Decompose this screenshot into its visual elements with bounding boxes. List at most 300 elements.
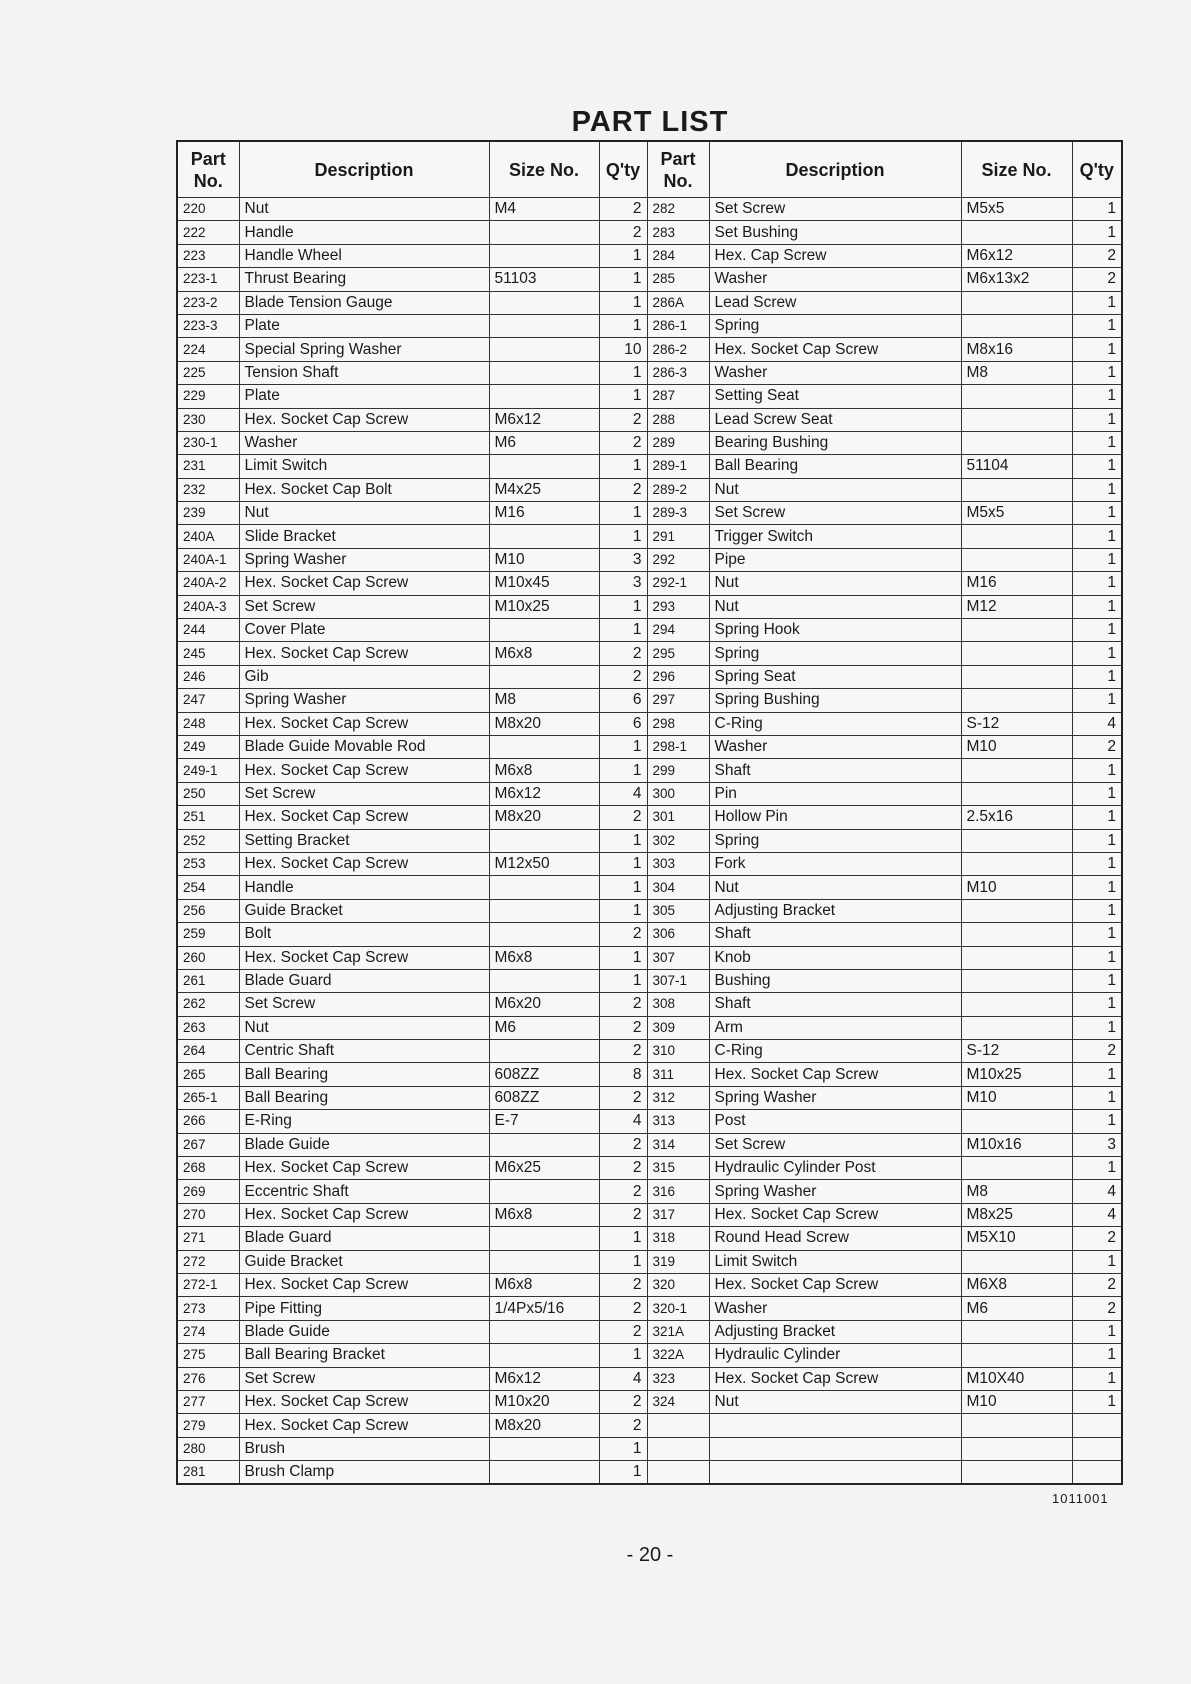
cell-size-number: M6 [489,431,599,454]
cell-quantity: 3 [599,572,647,595]
cell-description: Set Bushing [709,221,961,244]
cell-quantity: 1 [599,1250,647,1273]
cell-quantity: 2 [599,1320,647,1343]
cell-quantity: 1 [1072,876,1122,899]
cell-description: Hex. Socket Cap Screw [709,338,961,361]
cell-part-number: 262 [177,993,239,1016]
table-row [177,782,1122,805]
cell-part-number: 247 [177,689,239,712]
cell-size-number: 2.5x16 [961,806,1072,829]
cell-size-number: M8x20 [489,1414,599,1437]
cell-description: Bearing Bushing [709,431,961,454]
cell-size-number [489,314,599,337]
cell-part-number: 261 [177,969,239,992]
cell-description: Cover Plate [239,619,489,642]
table-row [177,1086,1122,1109]
cell-quantity: 2 [599,1133,647,1156]
cell-description: Thrust Bearing [239,268,489,291]
cell-part-number: 291 [647,525,709,548]
cell-description: Trigger Switch [709,525,961,548]
cell-size-number: M10x25 [961,1063,1072,1086]
cell-size-number [961,993,1072,1016]
table-row [177,455,1122,478]
cell-size-number: M6x13x2 [961,268,1072,291]
cell-quantity: 2 [599,1273,647,1296]
cell-description: Gib [239,665,489,688]
cell-part-number: 273 [177,1297,239,1320]
cell-size-number: M12 [961,595,1072,618]
cell-size-number [961,852,1072,875]
cell-size-number [961,969,1072,992]
cell-description: Ball Bearing [239,1086,489,1109]
cell-part-number: 270 [177,1203,239,1226]
cell-description: Handle Wheel [239,244,489,267]
cell-part-number: 272 [177,1250,239,1273]
cell-description: Ball Bearing [709,455,961,478]
cell-size-number [961,642,1072,665]
cell-description [709,1414,961,1437]
cell-description: Nut [709,595,961,618]
cell-size-number [961,408,1072,431]
cell-size-number: M5X10 [961,1227,1072,1250]
cell-quantity: 2 [599,408,647,431]
cell-size-number [961,1414,1072,1437]
cell-quantity: 1 [599,946,647,969]
cell-part-number: 285 [647,268,709,291]
cell-size-number: M6 [961,1297,1072,1320]
cell-description: Special Spring Washer [239,338,489,361]
cell-size-number [961,1110,1072,1133]
cell-size-number [961,1344,1072,1367]
cell-description: Lead Screw [709,291,961,314]
cell-quantity: 1 [1072,1344,1122,1367]
cell-description: Guide Bracket [239,899,489,922]
cell-quantity: 1 [599,1461,647,1485]
table-row [177,1227,1122,1250]
cell-part-number: 296 [647,665,709,688]
cell-part-number: 230-1 [177,431,239,454]
cell-size-number: M6x12 [961,244,1072,267]
cell-description: Blade Guard [239,1227,489,1250]
cell-part-number: 312 [647,1086,709,1109]
table-row [177,1320,1122,1343]
cell-size-number [961,899,1072,922]
cell-description: Washer [709,268,961,291]
cell-part-number: 307 [647,946,709,969]
cell-part-number: 289-3 [647,502,709,525]
cell-size-number: 608ZZ [489,1063,599,1086]
cell-description: Hydraulic Cylinder Post [709,1157,961,1180]
cell-part-number: 320-1 [647,1297,709,1320]
cell-part-number: 240A-2 [177,572,239,595]
cell-description: Hex. Socket Cap Screw [239,408,489,431]
cell-size-number [489,1250,599,1273]
cell-size-number: 1/4Px5/16 [489,1297,599,1320]
cell-description: Hex. Socket Cap Screw [239,806,489,829]
cell-size-number: M8 [961,1180,1072,1203]
cell-quantity: 2 [599,1180,647,1203]
cell-part-number: 316 [647,1180,709,1203]
cell-part-number: 223-1 [177,268,239,291]
cell-quantity: 2 [599,923,647,946]
cell-description: Set Screw [239,993,489,1016]
cell-part-number: 283 [647,221,709,244]
cell-quantity: 8 [599,1063,647,1086]
cell-size-number: M10X40 [961,1367,1072,1390]
cell-part-number: 289-1 [647,455,709,478]
cell-part-number: 272-1 [177,1273,239,1296]
cell-part-number: 298 [647,712,709,735]
cell-part-number: 307-1 [647,969,709,992]
cell-quantity: 2 [1072,1040,1122,1063]
cell-description: Hex. Socket Cap Screw [239,642,489,665]
header-part-no: Part No. [177,141,239,198]
cell-size-number: M10x20 [489,1390,599,1413]
cell-quantity: 1 [1072,1110,1122,1133]
cell-size-number: M6x12 [489,408,599,431]
table-row [177,712,1122,735]
cell-part-number: 276 [177,1367,239,1390]
cell-description: Adjusting Bracket [709,899,961,922]
cell-part-number: 277 [177,1390,239,1413]
table-row [177,642,1122,665]
cell-quantity: 1 [1072,431,1122,454]
cell-description: Ball Bearing Bracket [239,1344,489,1367]
cell-size-number: M8 [961,361,1072,384]
cell-size-number [489,385,599,408]
table-row [177,876,1122,899]
table-row [177,1133,1122,1156]
table-row [177,1250,1122,1273]
cell-description: Spring Washer [239,548,489,571]
cell-description: Hex. Socket Cap Screw [239,946,489,969]
header-description: Description [709,141,961,198]
cell-description: Hex. Socket Cap Screw [239,712,489,735]
cell-size-number [961,385,1072,408]
cell-part-number: 293 [647,595,709,618]
cell-description: Setting Seat [709,385,961,408]
cell-part-number: 267 [177,1133,239,1156]
cell-part-number: 301 [647,806,709,829]
cell-quantity: 2 [1072,1273,1122,1296]
cell-description: Shaft [709,993,961,1016]
cell-part-number: 220 [177,198,239,221]
cell-size-number: M8x16 [961,338,1072,361]
cell-quantity: 1 [1072,852,1122,875]
cell-size-number [961,923,1072,946]
table-row [177,806,1122,829]
cell-part-number: 308 [647,993,709,1016]
cell-description: Brush Clamp [239,1461,489,1485]
cell-description: C-Ring [709,1040,961,1063]
cell-part-number: 256 [177,899,239,922]
cell-description: Handle [239,876,489,899]
cell-size-number: M4x25 [489,478,599,501]
cell-part-number: 239 [177,502,239,525]
cell-size-number [489,1461,599,1485]
cell-size-number [961,1250,1072,1273]
cell-description: Washer [709,361,961,384]
cell-description: E-Ring [239,1110,489,1133]
cell-quantity: 1 [599,502,647,525]
cell-size-number [489,338,599,361]
cell-size-number [489,665,599,688]
table-row [177,829,1122,852]
cell-size-number: M6x8 [489,642,599,665]
cell-size-number [489,361,599,384]
table-row [177,478,1122,501]
table-row [177,1414,1122,1437]
cell-size-number: M10 [961,735,1072,758]
cell-description: Hex. Socket Cap Bolt [239,478,489,501]
cell-description: Hex. Socket Cap Screw [239,1157,489,1180]
cell-quantity: 1 [599,619,647,642]
cell-quantity: 2 [599,993,647,1016]
cell-description: Shaft [709,923,961,946]
cell-size-number: M8x25 [961,1203,1072,1226]
cell-part-number: 318 [647,1227,709,1250]
cell-quantity: 2 [599,806,647,829]
cell-part-number: 223-2 [177,291,239,314]
table-row [177,198,1122,221]
cell-quantity: 2 [599,431,647,454]
cell-quantity: 2 [599,1297,647,1320]
table-row [177,1110,1122,1133]
cell-quantity: 1 [1072,548,1122,571]
table-row [177,689,1122,712]
table-row [177,923,1122,946]
cell-size-number [489,221,599,244]
header-part-no: Part No. [647,141,709,198]
cell-size-number [961,431,1072,454]
cell-part-number: 230 [177,408,239,431]
cell-size-number [489,244,599,267]
cell-size-number: M6x12 [489,782,599,805]
cell-size-number: M6x8 [489,1203,599,1226]
cell-part-number: 266 [177,1110,239,1133]
cell-part-number: 263 [177,1016,239,1039]
cell-quantity: 1 [1072,361,1122,384]
cell-part-number: 265-1 [177,1086,239,1109]
cell-description: Set Screw [239,595,489,618]
cell-size-number [489,735,599,758]
cell-quantity: 1 [1072,946,1122,969]
cell-description: Arm [709,1016,961,1039]
table-row [177,314,1122,337]
cell-quantity: 2 [599,478,647,501]
cell-part-number: 309 [647,1016,709,1039]
parts-table [176,140,1123,1485]
cell-quantity: 2 [1072,1227,1122,1250]
cell-size-number [961,314,1072,337]
cell-description: Hex. Socket Cap Screw [709,1273,961,1296]
cell-part-number: 264 [177,1040,239,1063]
cell-description: Blade Guide Movable Rod [239,735,489,758]
cell-part-number: 254 [177,876,239,899]
cell-part-number: 314 [647,1133,709,1156]
cell-size-number [961,478,1072,501]
cell-size-number [961,1320,1072,1343]
cell-quantity: 1 [1072,314,1122,337]
cell-size-number [961,665,1072,688]
cell-size-number [961,221,1072,244]
cell-quantity: 1 [599,314,647,337]
cell-size-number [489,876,599,899]
cell-quantity: 1 [599,759,647,782]
cell-part-number: 225 [177,361,239,384]
cell-quantity: 1 [1072,221,1122,244]
cell-part-number: 286-1 [647,314,709,337]
cell-quantity: 1 [1072,338,1122,361]
cell-quantity: 2 [1072,735,1122,758]
table-row [177,1203,1122,1226]
cell-quantity [1072,1461,1122,1485]
cell-quantity: 1 [1072,198,1122,221]
cell-size-number [489,1227,599,1250]
cell-part-number: 319 [647,1250,709,1273]
cell-size-number [961,1016,1072,1039]
cell-quantity: 1 [1072,642,1122,665]
cell-part-number: 250 [177,782,239,805]
cell-description: Plate [239,385,489,408]
cell-size-number [961,829,1072,852]
cell-size-number: M6x8 [489,1273,599,1296]
cell-part-number: 310 [647,1040,709,1063]
table-row [177,244,1122,267]
table-row [177,899,1122,922]
cell-size-number [961,759,1072,782]
cell-description: Spring [709,314,961,337]
cell-part-number: 224 [177,338,239,361]
cell-description: Set Screw [709,502,961,525]
cell-quantity: 1 [1072,899,1122,922]
cell-size-number [961,619,1072,642]
cell-part-number: 288 [647,408,709,431]
cell-description: Blade Tension Gauge [239,291,489,314]
table-row [177,291,1122,314]
cell-part-number: 240A-3 [177,595,239,618]
cell-quantity: 3 [599,548,647,571]
cell-quantity: 1 [1072,1016,1122,1039]
table-row [177,1461,1122,1485]
cell-part-number: 249-1 [177,759,239,782]
cell-part-number: 279 [177,1414,239,1437]
cell-quantity: 2 [599,642,647,665]
cell-size-number [489,1040,599,1063]
cell-description: Nut [239,502,489,525]
cell-size-number: M6X8 [961,1273,1072,1296]
cell-part-number [647,1437,709,1460]
cell-size-number [489,923,599,946]
cell-part-number: 240A-1 [177,548,239,571]
cell-description: Hex. Socket Cap Screw [709,1063,961,1086]
cell-size-number: 51103 [489,268,599,291]
cell-quantity: 1 [1072,385,1122,408]
cell-part-number: 292 [647,548,709,571]
table-row [177,502,1122,525]
table-row [177,385,1122,408]
cell-part-number: 223 [177,244,239,267]
table-row [177,665,1122,688]
cell-description: Hydraulic Cylinder [709,1344,961,1367]
cell-part-number: 259 [177,923,239,946]
cell-size-number [961,1157,1072,1180]
cell-part-number: 246 [177,665,239,688]
cell-description [709,1437,961,1460]
cell-quantity: 1 [1072,572,1122,595]
table-row [177,619,1122,642]
cell-size-number: M8 [489,689,599,712]
cell-part-number: 240A [177,525,239,548]
cell-quantity: 1 [1072,993,1122,1016]
cell-size-number [489,1437,599,1460]
table-row [177,1157,1122,1180]
cell-description [709,1461,961,1485]
cell-part-number: 304 [647,876,709,899]
cell-description: Limit Switch [239,455,489,478]
cell-part-number: 268 [177,1157,239,1180]
cell-part-number [647,1461,709,1485]
cell-part-number: 289 [647,431,709,454]
cell-quantity: 1 [599,525,647,548]
cell-size-number: M6x20 [489,993,599,1016]
cell-quantity: 2 [599,1414,647,1437]
table-row [177,1437,1122,1460]
cell-quantity: 6 [599,712,647,735]
cell-quantity [1072,1437,1122,1460]
cell-description: Hex. Socket Cap Screw [239,852,489,875]
cell-quantity: 1 [599,969,647,992]
cell-size-number: M10x16 [961,1133,1072,1156]
cell-description: Fork [709,852,961,875]
cell-description: Handle [239,221,489,244]
cell-size-number [489,525,599,548]
table-row [177,1040,1122,1063]
cell-quantity: 1 [1072,689,1122,712]
cell-quantity: 4 [1072,1203,1122,1226]
cell-size-number: M6x12 [489,1367,599,1390]
table-row [177,735,1122,758]
cell-size-number [489,455,599,478]
cell-description: Set Screw [709,1133,961,1156]
cell-part-number: 251 [177,806,239,829]
cell-description: Hollow Pin [709,806,961,829]
cell-description: Bushing [709,969,961,992]
cell-quantity: 2 [599,1040,647,1063]
cell-size-number [961,548,1072,571]
cell-part-number: 299 [647,759,709,782]
cell-quantity: 1 [599,876,647,899]
cell-part-number: 306 [647,923,709,946]
cell-size-number [961,291,1072,314]
cell-part-number: 298-1 [647,735,709,758]
cell-description: Hex. Socket Cap Screw [709,1203,961,1226]
cell-description: Nut [239,198,489,221]
cell-quantity: 2 [599,1390,647,1413]
cell-quantity: 2 [599,1203,647,1226]
cell-part-number: 295 [647,642,709,665]
cell-part-number: 280 [177,1437,239,1460]
cell-quantity: 1 [1072,1390,1122,1413]
header-qty: Q'ty [1072,141,1122,198]
cell-part-number: 229 [177,385,239,408]
cell-part-number: 287 [647,385,709,408]
cell-description: Hex. Socket Cap Screw [239,1390,489,1413]
cell-description: Round Head Screw [709,1227,961,1250]
cell-description: Washer [239,431,489,454]
cell-part-number: 294 [647,619,709,642]
cell-size-number: M5x5 [961,502,1072,525]
